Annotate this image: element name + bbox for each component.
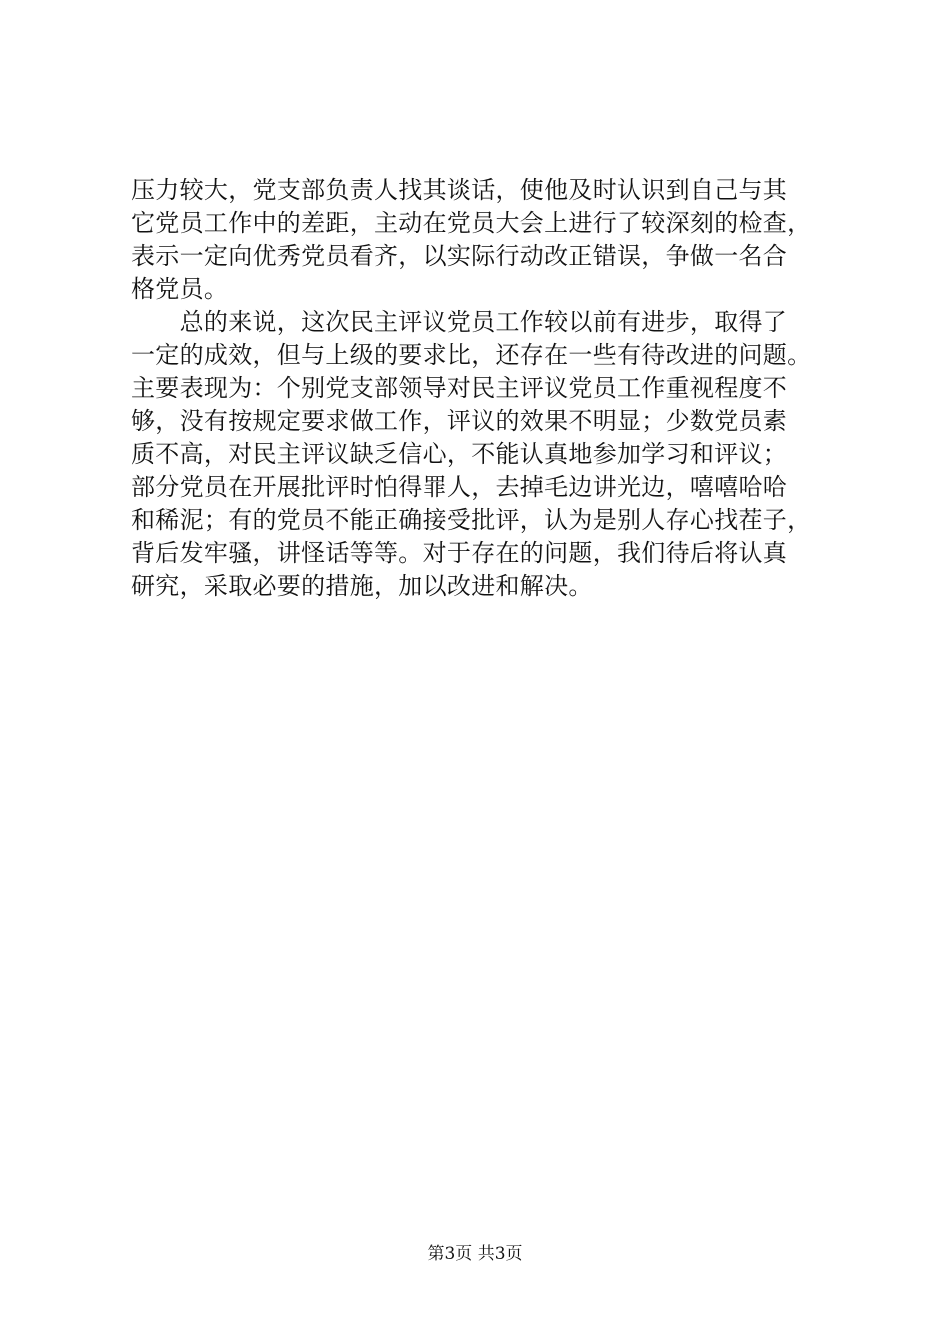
body-text-line: 质不高，对民主评议缺乏信心，不能认真地参加学习和评议； (131, 440, 788, 468)
body-text-line: 格党员。 (131, 275, 229, 303)
body-text-line: 主要表现为：个别党支部领导对民主评议党员工作重视程度不 (131, 374, 788, 402)
body-text-line: 研究，采取必要的措施，加以改进和解决。 (131, 572, 593, 600)
body-text-line: 够，没有按规定要求做工作，评议的效果不明显；少数党员素 (131, 407, 788, 435)
body-text-line: 表示一定向优秀党员看齐，以实际行动改正错误，争做一名合 (131, 242, 788, 270)
body-text-line: 背后发牢骚，讲怪话等等。对于存在的问题，我们待后将认真 (131, 539, 788, 567)
body-text-line: 部分党员在开展批评时怕得罪人，去掉毛边讲光边，嘻嘻哈哈 (131, 473, 788, 501)
body-text-line: 一定的成效，但与上级的要求比，还存在一些有待改进的问题。 (131, 341, 812, 369)
body-text-line: 压力较大，党支部负责人找其谈话，使他及时认识到自己与其 (131, 176, 788, 204)
body-text-line: 和稀泥；有的党员不能正确接受批评，认为是别人存心找茬子， (131, 506, 812, 534)
body-text-line: 它党员工作中的差距，主动在党员大会上进行了较深刻的检查， (131, 209, 812, 237)
page-footer: 第3页 共3页 (427, 1244, 523, 1264)
body-text-line: 总的来说，这次民主评议党员工作较以前有进步，取得了 (131, 308, 788, 336)
